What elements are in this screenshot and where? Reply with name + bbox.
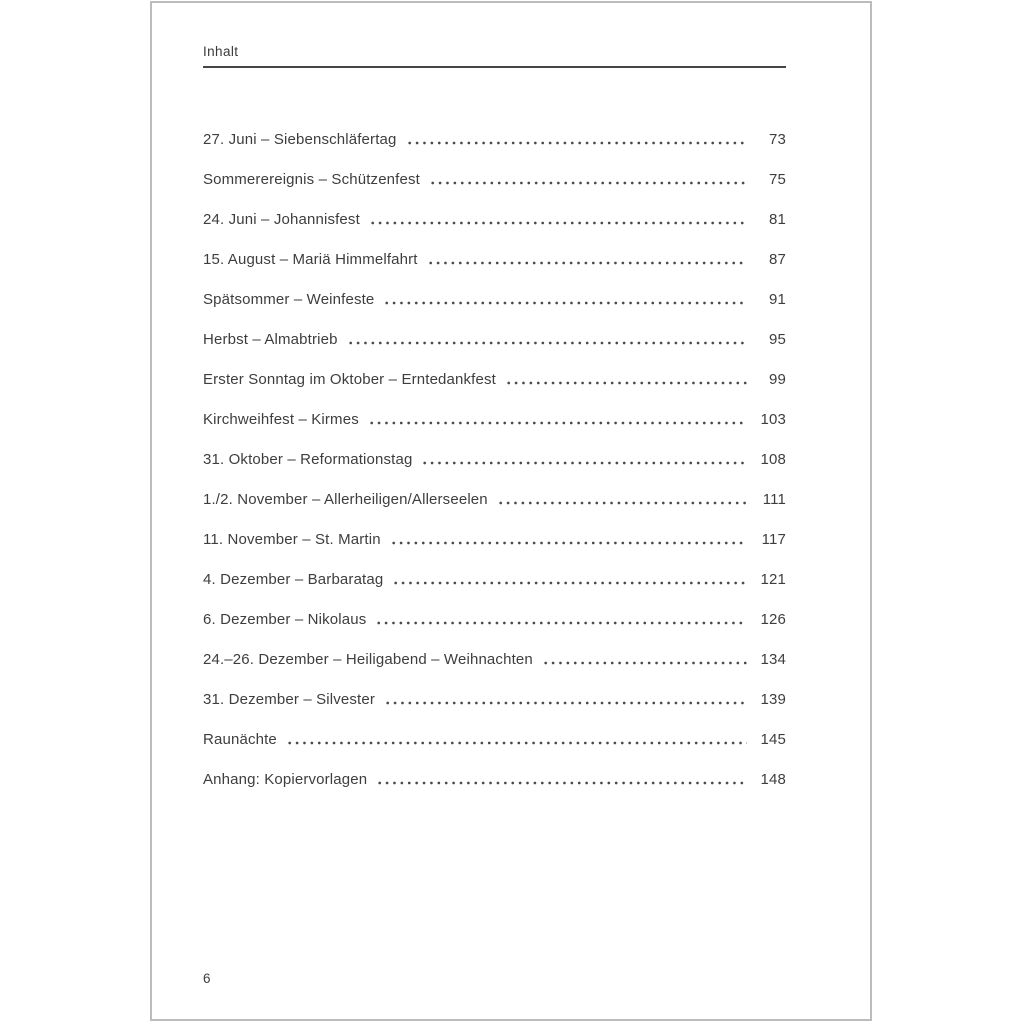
toc-row [203, 440, 786, 480]
toc-entry-page: 111 [762, 491, 786, 508]
toc-row [203, 560, 786, 600]
toc-entry-label: Anhang: Kopiervorlagen [203, 771, 368, 788]
toc-dot-leader [427, 160, 747, 200]
toc-row [203, 240, 786, 280]
toc-row [203, 480, 786, 520]
toc-entry-label: 4. Dezember – Barbaratag [203, 571, 384, 588]
toc-entry-page: 117 [761, 531, 786, 548]
toc-entry-page: 87 [769, 251, 786, 268]
toc-entry-page: 134 [760, 651, 786, 668]
toc-row [203, 520, 786, 560]
toc-row [203, 360, 786, 400]
toc-dot-leader [404, 120, 748, 160]
toc-entry-label: Erster Sonntag im Oktober – Erntedankfest [203, 371, 496, 388]
page-content [203, 3, 786, 800]
toc-row [203, 280, 786, 320]
toc-entry-page: 108 [760, 451, 786, 468]
toc-entry-label: 27. Juni – Siebenschläfertag [203, 131, 397, 148]
toc-dot-leader [284, 720, 747, 760]
toc-dot-leader [366, 400, 747, 440]
toc-entry-label: Sommerereignis – Schützenfest [203, 171, 420, 188]
toc-dot-leader [419, 440, 747, 480]
toc-dot-leader [367, 200, 747, 240]
toc-entry-page: 91 [769, 291, 786, 308]
page-header [203, 45, 786, 68]
toc-entry-label: 6. Dezember – Nikolaus [203, 611, 367, 628]
toc-entry-label: Spätsommer – Weinfeste [203, 291, 375, 308]
toc-entry-label: 31. Dezember – Silvester [203, 691, 376, 708]
header-rule [203, 66, 786, 68]
toc-entry-label: 11. November – St. Martin [203, 531, 381, 548]
toc-row [203, 160, 786, 200]
toc-entry-page: 148 [760, 771, 786, 788]
toc-row [203, 600, 786, 640]
toc-entry-page: 121 [760, 571, 786, 588]
toc-dot-leader [382, 680, 747, 720]
toc-entry-label: Herbst – Almabtrieb [203, 331, 338, 348]
toc-entry-label: 15. August – Mariä Himmelfahrt [203, 251, 418, 268]
toc-entry-page: 145 [760, 731, 786, 748]
toc-entry-page: 99 [769, 371, 786, 388]
toc-dot-leader [388, 520, 747, 560]
toc-dot-leader [390, 560, 747, 600]
toc-dot-leader [425, 240, 747, 280]
toc-dot-leader [503, 360, 747, 400]
toc-row [203, 760, 786, 800]
toc-dot-leader [495, 480, 747, 520]
toc-dot-leader [374, 760, 747, 800]
toc-row [203, 400, 786, 440]
toc-entry-label: Kirchweihfest – Kirmes [203, 411, 359, 428]
toc-dot-leader [540, 640, 747, 680]
toc-entry-page: 95 [769, 331, 786, 348]
toc-dot-leader [373, 600, 747, 640]
toc-entry-page: 126 [760, 611, 786, 628]
toc-row [203, 640, 786, 680]
toc-row [203, 200, 786, 240]
toc-entry-label: 1./2. November – Allerheiligen/Allerseelen [203, 491, 488, 508]
toc-entry-label: 31. Oktober – Reformationstag [203, 451, 413, 468]
toc-dot-leader [381, 280, 747, 320]
toc-dot-leader [345, 320, 747, 360]
toc-row [203, 320, 786, 360]
toc-entry-page: 75 [769, 171, 786, 188]
toc-row [203, 720, 786, 760]
toc-list [203, 120, 786, 800]
toc-entry-label: 24. Juni – Johannisfest [203, 211, 360, 228]
toc-entry-page: 139 [760, 691, 786, 708]
toc-entry-page: 103 [760, 411, 786, 428]
toc-entry-label: Raunächte [203, 731, 277, 748]
toc-row [203, 120, 786, 160]
page-title: Inhalt [203, 44, 239, 59]
toc-entry-page: 73 [769, 131, 786, 148]
toc-entry-page: 81 [769, 211, 786, 228]
toc-entry-label: 24.–26. Dezember – Heiligabend – Weihnachten [203, 651, 533, 668]
toc-row [203, 680, 786, 720]
page-number: 6 [203, 971, 211, 986]
book-page [150, 1, 872, 1021]
